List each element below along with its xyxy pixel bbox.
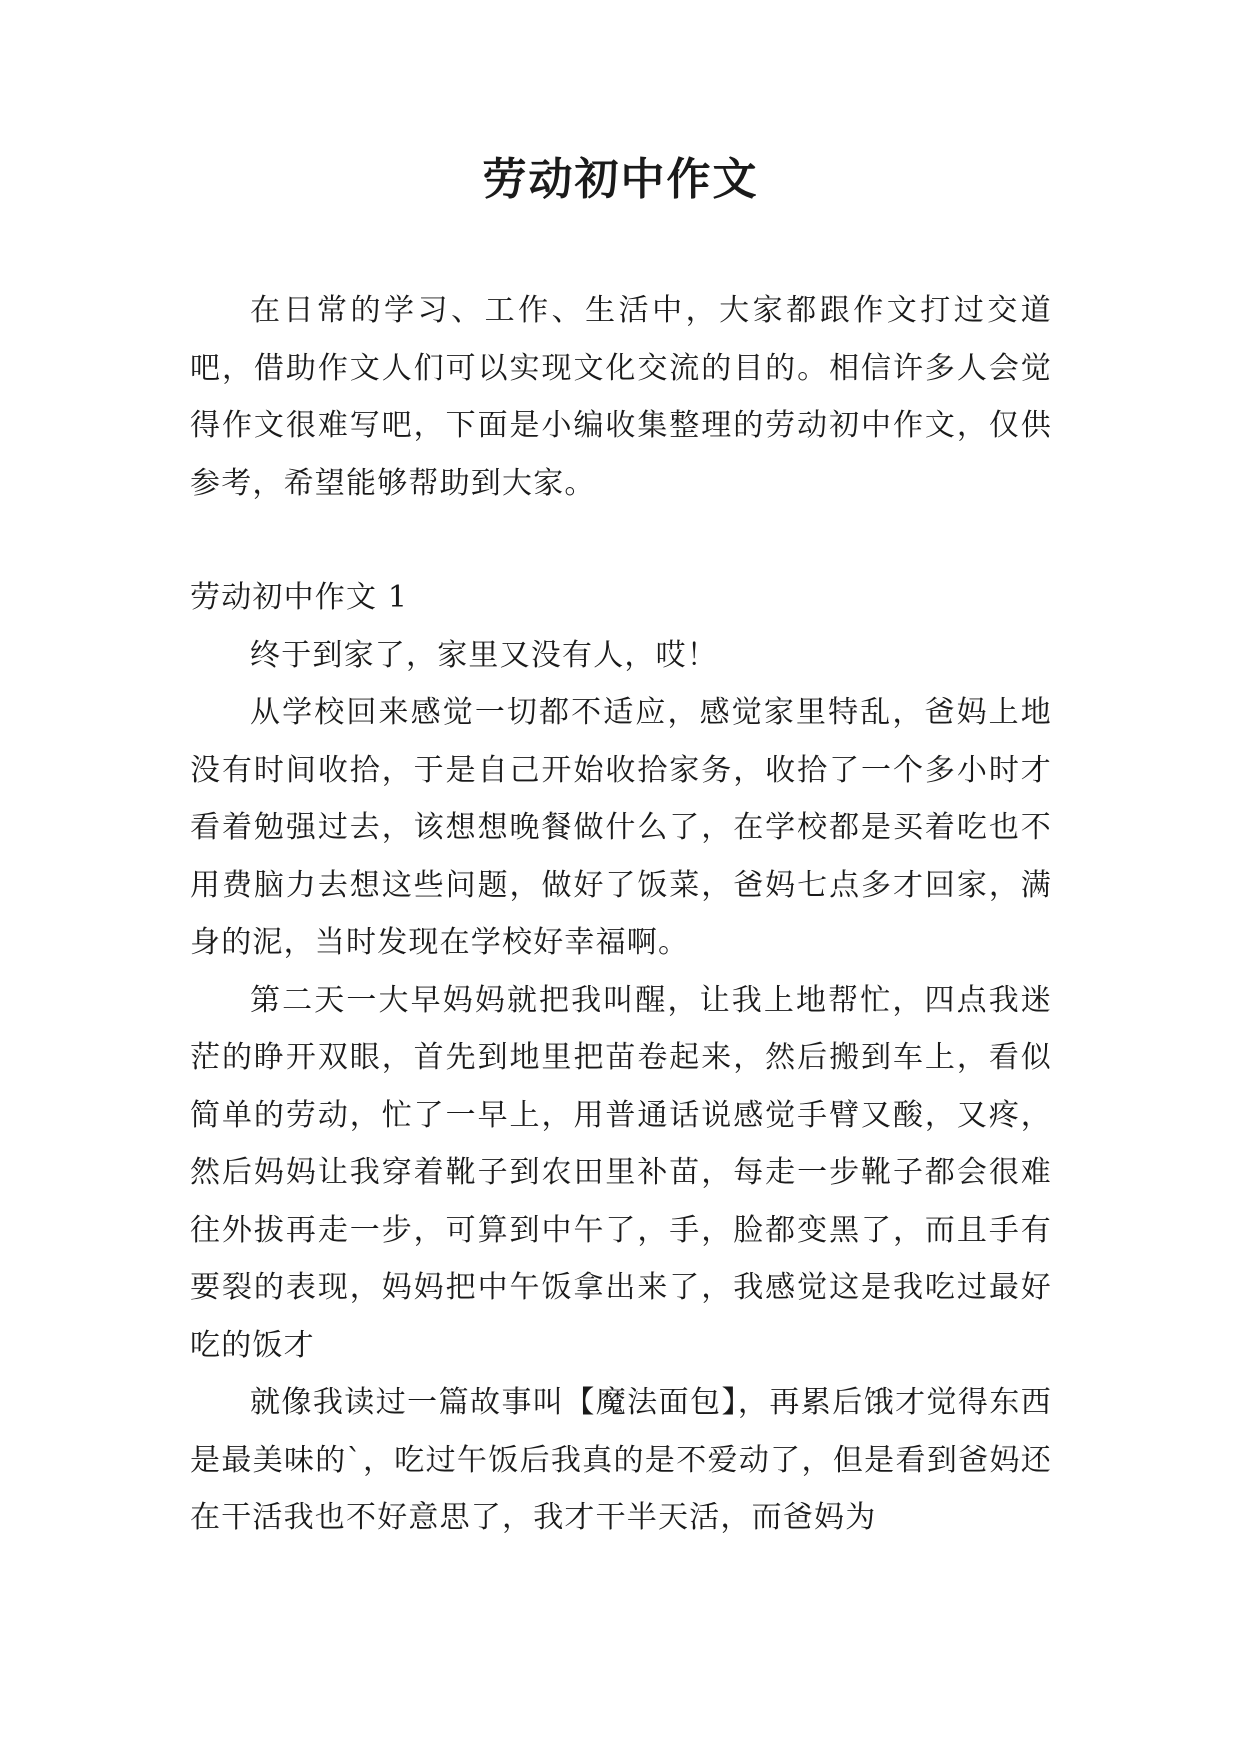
section-heading: 劳动初中作文 1: [190, 580, 409, 615]
intro-paragraph: 在日常的学习、工作、生活中，大家都跟作文打过交道吧，借助作文人们可以实现文化交流的目的。相信许多人会觉得作文很难写吧，下面是小编收集整理的劳动初中作文，仅供参考，希望能够帮助到大家。: [190, 293, 1052, 501]
body-paragraph: 从学校回来感觉一切都不适应，感觉家里特乱，爸妈上地没有时间收拾，于是自己开始收拾家务，收拾了一个多小时才看着勉强过去，该想想晚餐做什么了，在学校都是买着吃也不用费脑力去想这些问题，做好了饭菜，爸妈七点多才回家，满身的泥，当时发现在学校好幸福啊。: [190, 695, 1052, 960]
document-body: [190, 282, 1052, 1547]
body-paragraph: 终于到家了，家里又没有人，哎！: [250, 637, 718, 673]
body-paragraph: 就像我读过一篇故事叫【魔法面包】，再累后饿才觉得东西是最美味的`，吃过午饭后我真的是不爱动了，但是看到爸妈还在干活我也不好意思了，我才干半天活，而爸妈为: [190, 1385, 1052, 1535]
document-title: 劳动初中作文: [482, 154, 759, 205]
body-paragraph: 第二天一大早妈妈就把我叫醒，让我上地帮忙，四点我迷茫的睁开双眼，首先到地里把苗卷起来，然后搬到车上，看似简单的劳动，忙了一早上，用普通话说感觉手臂又酸，又疼，然后妈妈让我穿着靴子到农田里补苗，每走一步靴子都会很难往外拔再走一步，可算到中午了，手，脸都变黑了，而且手有要裂的表现，妈妈把中午饭拿出来了，我感觉这是我吃过最好吃的饭才: [190, 982, 1052, 1363]
